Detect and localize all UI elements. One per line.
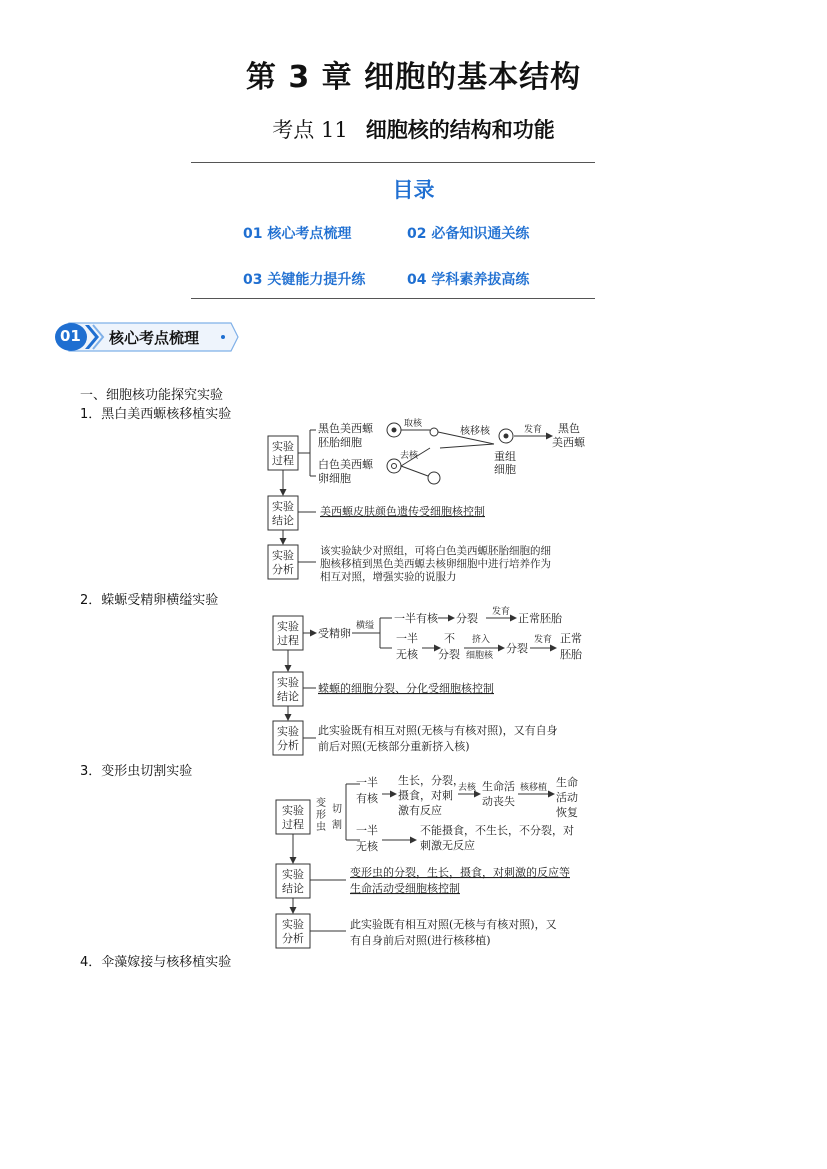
exp2-normal: 正常胚胎 xyxy=(518,612,562,625)
exp3-half-none-l2: 无核 xyxy=(356,840,378,853)
exp1-develop-label: 发育 xyxy=(524,425,543,435)
exp3-conclusion-l1: 变形虫的分裂，生长，摄食，对刺激的反应等 xyxy=(350,866,570,879)
exp1-analysis-l1: 该实验缺少对照组，可将白色美西螈胚胎细胞的细 xyxy=(320,545,551,557)
section-banner xyxy=(55,321,239,353)
exp1-box3-l1: 实验 xyxy=(272,549,294,562)
exp3-lost-l1: 生命活 xyxy=(482,780,515,793)
banner-number: 01 xyxy=(60,327,81,345)
exp3-title: 3．变形虫切割实验 xyxy=(80,764,193,779)
exp2-analysis-l2: 前后对照(无核部分重新挤入核) xyxy=(318,740,470,753)
exp4-title: 4．伞藻嫁接与核移植实验 xyxy=(80,955,232,970)
exp2-box1-l2: 过程 xyxy=(277,634,299,647)
exp3-life-l2: 摄食，对刺 xyxy=(398,789,453,802)
exp3-box2-l1: 实验 xyxy=(282,868,304,881)
point-name: 细胞核的结构和功能 xyxy=(365,118,555,142)
exp3-lost-l2: 动丧失 xyxy=(482,795,515,808)
exp2-develop2: 发育 xyxy=(534,635,553,645)
exp3-none-life-l2: 刺激无反应 xyxy=(420,839,475,852)
point-number: 考点 11 xyxy=(272,118,348,142)
exp3-cut-1: 切 xyxy=(332,804,342,815)
exp3-amoeba-1: 变 xyxy=(316,798,326,809)
exp3-restore-l1: 生命 xyxy=(556,776,578,789)
toc-item-02[interactable]: 02 必备知识通关练 xyxy=(407,226,530,242)
exp3-analysis-l1: 此实验既有相互对照(无核与有核对照)，又 xyxy=(350,918,557,931)
exp1-result-l2: 美西螈 xyxy=(552,436,585,449)
section-heading: 一、细胞核功能探究实验 xyxy=(80,388,224,403)
toc-title: 目录 xyxy=(392,178,435,202)
exp3-box1-l2: 过程 xyxy=(282,818,304,831)
exp1-remove-label: 去核 xyxy=(400,451,419,461)
exp3-amoeba-3: 虫 xyxy=(316,822,326,833)
exp2-no-divide: 分裂 xyxy=(438,648,460,661)
exp3-diagram xyxy=(272,768,592,950)
point-title xyxy=(0,114,827,144)
exp2-normal2-l2: 胚胎 xyxy=(560,648,582,661)
exp1-box3-l2: 分析 xyxy=(272,563,294,576)
exp3-none-life-l1: 不能摄食，不生长，不分裂，对 xyxy=(420,824,574,837)
exp3-restore-l2: 活动 xyxy=(556,791,578,804)
exp1-recomb-l1: 重组 xyxy=(494,450,516,463)
exp2-diagram xyxy=(268,600,594,760)
banner-label: 核心考点梳理 xyxy=(109,329,200,347)
exp3-restore-l3: 恢复 xyxy=(556,806,578,819)
exp3-remove: 去核 xyxy=(458,783,477,793)
exp1-transfer-label: 核移核 xyxy=(460,426,490,437)
exp3-box1-l1: 实验 xyxy=(282,804,304,817)
exp2-nucleus-in: 细胞核 xyxy=(466,651,494,661)
exp2-half: 一半 xyxy=(396,632,418,645)
exp1-recomb-l2: 细胞 xyxy=(494,463,516,476)
exp3-transfer: 核移植 xyxy=(520,783,548,793)
exp3-box2-l2: 结论 xyxy=(282,882,304,895)
toc-bottom-rule xyxy=(191,298,595,299)
exp2-title: 2．蝾螈受精卵横缢实验 xyxy=(80,593,219,608)
exp1-title: 1．黑白美西螈核移植实验 xyxy=(80,407,232,422)
exp3-cut-2: 割 xyxy=(332,820,342,831)
exp2-box3-l1: 实验 xyxy=(277,725,299,738)
exp2-normal2-l1: 正常 xyxy=(560,632,582,645)
exp1-diagram xyxy=(262,414,597,588)
exp2-box3-l2: 分析 xyxy=(277,739,299,752)
exp2-conclusion: 蝾螈的细胞分裂、分化受细胞核控制 xyxy=(318,682,494,695)
exp1-black-l1: 黑色美西螈 xyxy=(318,422,373,435)
exp1-box2-l1: 实验 xyxy=(272,500,294,513)
exp3-box3-l2: 分析 xyxy=(282,932,304,945)
exp3-half-has-l2: 有核 xyxy=(356,792,378,805)
exp1-result-l1: 黑色 xyxy=(558,422,580,435)
toc-item-04[interactable]: 04 学科素养拔高练 xyxy=(407,272,530,288)
toc-item-01[interactable]: 01 核心考点梳理 xyxy=(243,226,352,242)
exp1-analysis-l2: 胞核移植到黑色美西螈去核卵细胞中进行培养作为 xyxy=(320,558,551,570)
exp2-box2-l2: 结论 xyxy=(277,690,299,703)
chapter-title: 第 3 章 细胞的基本结构 xyxy=(245,60,582,95)
exp2-ligate: 横缢 xyxy=(356,621,375,631)
exp2-half-nucleus: 一半有核 xyxy=(394,612,438,625)
exp1-analysis-l3: 相互对照，增强实验的说服力 xyxy=(320,571,457,583)
exp3-conclusion-l2: 生命活动受细胞核控制 xyxy=(350,882,460,895)
exp3-half-has-l1: 一半 xyxy=(356,776,378,789)
exp1-conclusion: 美西螈皮肤颜色遗传受细胞核控制 xyxy=(320,505,485,518)
exp2-divide2: 分裂 xyxy=(506,642,528,655)
exp1-take-label: 取核 xyxy=(404,419,423,429)
exp3-amoeba-2: 形 xyxy=(316,810,326,821)
exp1-white-l1: 白色美西螈 xyxy=(318,458,373,471)
exp1-black-l2: 胚胎细胞 xyxy=(318,436,362,449)
exp2-box1-l1: 实验 xyxy=(277,620,299,633)
exp1-box1-l2: 过程 xyxy=(272,454,294,467)
exp3-life-l1: 生长，分裂， xyxy=(398,774,464,787)
exp3-half-none-l1: 一半 xyxy=(356,824,378,837)
exp3-analysis-l2: 有自身前后对照(进行核移植) xyxy=(350,934,491,947)
exp2-no-nucleus: 无核 xyxy=(396,648,418,661)
exp2-box2-l1: 实验 xyxy=(277,676,299,689)
exp2-analysis-l1: 此实验既有相互对照(无核与有核对照)，又有自身 xyxy=(318,724,558,737)
exp3-life-l3: 激有反应 xyxy=(398,804,442,817)
toc-top-rule xyxy=(191,162,595,163)
exp2-no: 不 xyxy=(444,632,455,645)
exp2-divide: 分裂 xyxy=(456,612,478,625)
toc-item-03[interactable]: 03 关键能力提升练 xyxy=(243,272,366,288)
exp1-white-l2: 卵细胞 xyxy=(318,472,351,485)
exp2-egg: 受精卵 xyxy=(318,627,351,640)
exp1-box2-l2: 结论 xyxy=(272,514,294,527)
exp1-box1-l1: 实验 xyxy=(272,440,294,453)
exp3-box3-l1: 实验 xyxy=(282,918,304,931)
exp2-develop: 发育 xyxy=(492,607,511,617)
exp2-squeeze: 挤入 xyxy=(472,635,491,645)
